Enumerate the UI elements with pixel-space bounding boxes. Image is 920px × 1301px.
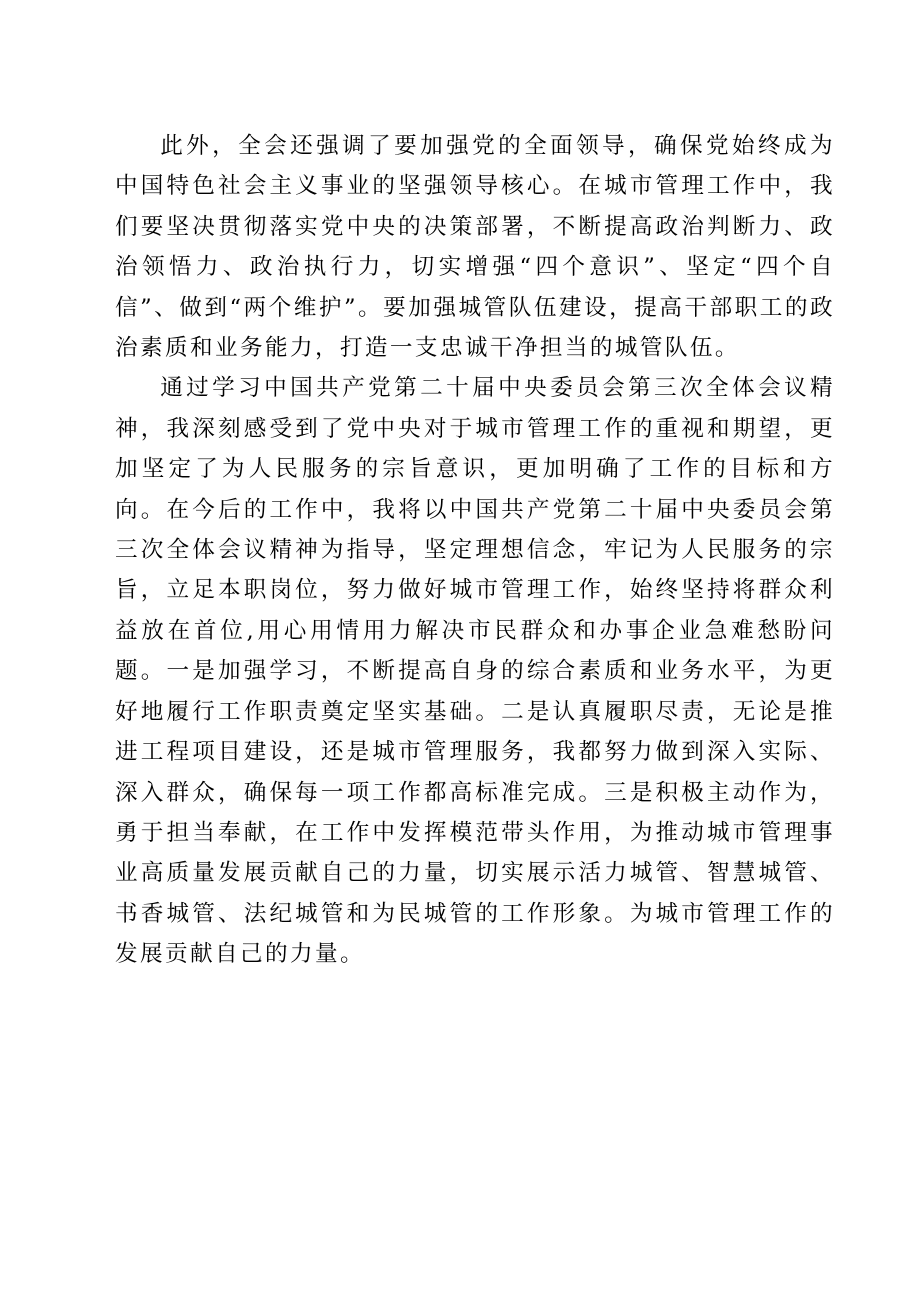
paragraph-study-reflections: 通过学习中国共产党第二十届中央委员会第三次全体会议精神，我深刻感受到了党中央对于城市管理工作的重视和期望，更加坚定了为人民服务的宗旨意识，更加明确了工作的目标和方向。在今后的工作中，我将以中国共产党第二十届中央委员会第三次全体会议精神为指导，坚定理想信念，牢记为人民服务的宗旨，立足本职岗位，努力做好城市管理工作，始终坚持将群众利益放在首位,用心用情用力解决市民群众和办事企业急难愁盼问题。一是加强学习，不断提高自身的综合素质和业务水平，为更好地履行工作职责奠定坚实基础。二是认真履职尽责，无论是推进工程项目建设，还是城市管理服务，我都努力做到深入实际、深入群众，确保每一项工作都高标准完成。三是积极主动作为，勇于担当奉献，在工作中发挥模范带头作用，为推动城市管理事业高质量发展贡献自己的力量，切实展示活力城管、智慧城管、书香城管、法纪城管和为民城管的工作形象。为城市管理工作的发展贡献自己的力量。 xyxy=(115,375,835,968)
paragraph-party-leadership: 此外，全会还强调了要加强党的全面领导，确保党始终成为中国特色社会主义事业的坚强领导核心。在城市管理工作中，我们要坚决贯彻落实党中央的决策部署，不断提高政治判断力、政治领悟力、政治执行力，切实增强“四个意识”、坚定“四个自信”、做到“两个维护”。要加强城管队伍建设，提高干部职工的政治素质和业务能力，打造一支忠诚干净担当的城管队伍。 xyxy=(115,133,835,362)
document-body xyxy=(115,126,835,975)
